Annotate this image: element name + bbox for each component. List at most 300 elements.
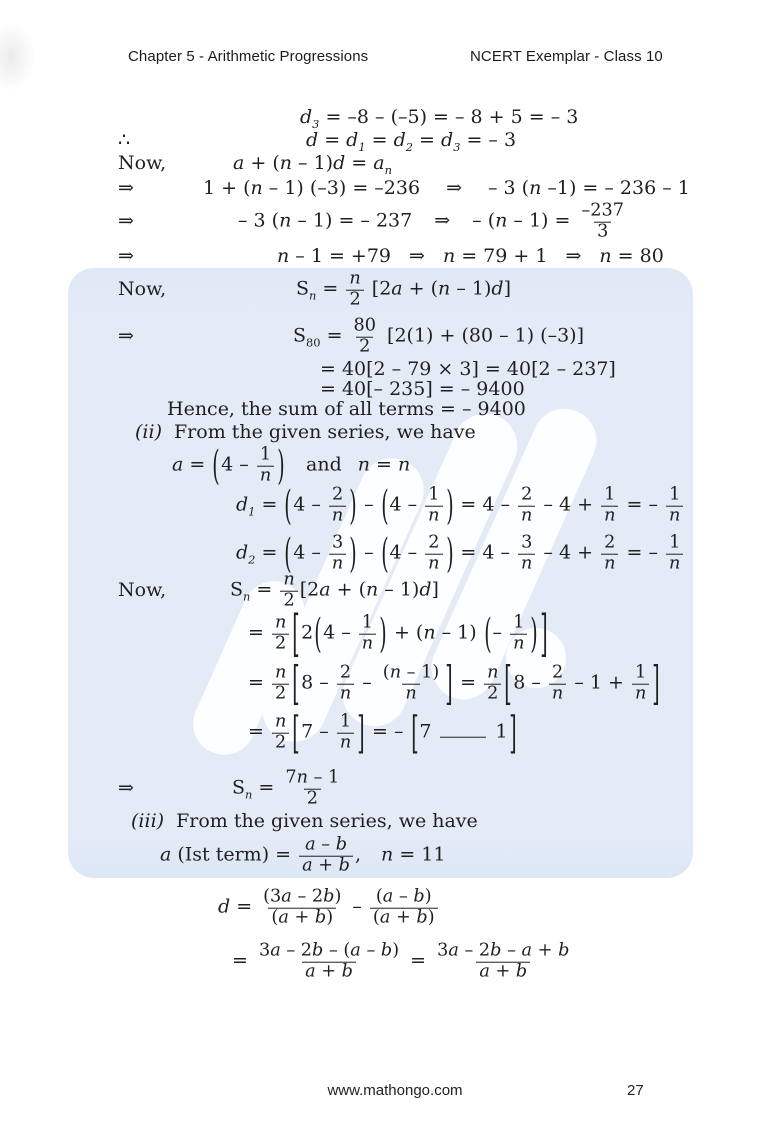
denominator — [272, 634, 289, 655]
math-var: a — [391, 278, 403, 301]
subscript: n — [245, 787, 253, 802]
math-text: = – 3 — [460, 129, 517, 152]
math-text: = 4 – — [454, 494, 517, 517]
denominator — [594, 222, 611, 243]
math-var: n — [669, 505, 681, 526]
math-subscripted-symbol: $a_n$ — [373, 152, 392, 177]
stretched-bracket: ( — [284, 529, 293, 577]
numerator — [518, 486, 535, 506]
fraction — [282, 769, 342, 810]
math-var: n — [604, 553, 616, 574]
math-text: 1 — [635, 662, 647, 683]
math-subscripted-symbol: $d_2$ — [393, 129, 414, 154]
denominator — [476, 962, 530, 983]
math-text: ( — [372, 907, 380, 928]
math-subscripted-symbol: $d_2$ — [236, 542, 256, 567]
math-line — [135, 422, 476, 444]
math-text: 3 — [521, 532, 533, 553]
stretched-bracket: ) — [349, 481, 357, 529]
fraction — [549, 664, 566, 705]
numerator — [578, 202, 627, 222]
math-text: 2 — [604, 532, 616, 553]
math-var: b — [312, 940, 324, 961]
denominator — [272, 733, 289, 754]
fraction — [425, 534, 442, 575]
math-text: 1 — [339, 711, 352, 732]
math-line — [236, 529, 685, 577]
math-subscripted-symbol: $d_3$ — [441, 129, 461, 154]
math-text: = — [252, 777, 281, 800]
stretched-bracket: ) — [277, 441, 285, 489]
math-line — [248, 705, 517, 759]
subscript: n — [243, 589, 251, 604]
math-var: n — [521, 505, 533, 526]
header-chapter-title: Chapter 5 - Arithmetic Progressions — [128, 48, 369, 65]
math-text: 3 — [331, 532, 344, 553]
math-text: 2 — [349, 289, 361, 310]
math-text: = – — [620, 494, 664, 517]
math-text: – — [315, 834, 336, 855]
fraction — [518, 486, 535, 527]
math-text: + ( — [402, 278, 439, 301]
fraction — [346, 270, 363, 311]
math-line — [218, 888, 440, 929]
fraction — [666, 486, 683, 527]
fraction — [257, 446, 274, 487]
numerator — [425, 486, 442, 506]
math-text: 80 — [353, 315, 376, 336]
line-label: ⇒ — [118, 325, 134, 348]
stretched-bracket: ] — [508, 705, 517, 759]
math-line — [172, 441, 411, 489]
math-text: = — [255, 494, 284, 517]
math-var: n — [296, 767, 308, 788]
math-text: – — [358, 494, 380, 517]
math-var: n — [283, 569, 295, 590]
math-var: n — [366, 579, 379, 602]
fraction — [337, 713, 354, 754]
math-var: b — [413, 886, 425, 907]
math-var: n — [397, 454, 411, 477]
numerator — [280, 571, 297, 591]
fraction — [299, 836, 353, 877]
numerator — [337, 664, 354, 684]
math-text: 2 — [301, 622, 314, 645]
subscript: 3 — [312, 116, 320, 131]
subscript: 2 — [405, 139, 414, 154]
math-var: d — [491, 278, 504, 301]
numerator — [632, 664, 649, 684]
math-text: + ( — [330, 579, 367, 602]
fraction — [434, 942, 572, 983]
math-line — [300, 107, 578, 129]
math-text: – — [393, 886, 414, 907]
spacer — [420, 189, 446, 190]
math-var: d — [218, 896, 231, 919]
numerator — [666, 486, 683, 506]
math-text: + ( — [387, 622, 424, 645]
spacer — [581, 257, 599, 258]
math-var: b — [380, 940, 393, 961]
line-label: ⇒ — [118, 245, 134, 268]
math-text: = 80 — [611, 245, 664, 268]
math-text: 2 — [275, 732, 287, 753]
fraction — [359, 614, 376, 655]
math-var: n — [487, 662, 499, 683]
denominator — [272, 684, 289, 705]
math-text: – 1 + — [568, 672, 630, 695]
line-label: ⇒ — [118, 210, 134, 233]
math-text: From the given series, we have — [176, 810, 478, 833]
numerator — [272, 713, 289, 733]
math-text: 1 — [428, 484, 440, 505]
denominator — [359, 634, 376, 655]
fraction — [484, 664, 501, 705]
denominator — [518, 554, 535, 575]
math-text: + — [390, 907, 417, 928]
numerator — [346, 270, 363, 290]
stretched-bracket: [ — [292, 655, 300, 711]
math-text: Hence, the sum of all terms = – 9400 — [167, 398, 526, 421]
math-text: 2 — [359, 336, 371, 357]
math-text: – 2 — [280, 940, 313, 961]
footer-site-url: www.mathongo.com — [327, 1082, 463, 1099]
math-var: n — [495, 210, 508, 233]
header-book-title: NCERT Exemplar - Class 10 — [470, 48, 663, 65]
math-text: + — [489, 961, 516, 982]
stretched-bracket: ] — [445, 655, 453, 711]
math-text: , — [354, 844, 362, 867]
fraction — [272, 713, 289, 754]
math-var: n — [521, 553, 533, 574]
spacer — [164, 822, 176, 823]
stretched-bracket: ) — [379, 609, 387, 657]
stretched-bracket: ( — [380, 529, 389, 577]
math-var: b — [323, 886, 335, 907]
math-text: ( — [271, 907, 279, 928]
fraction — [351, 317, 379, 358]
math-var: n — [669, 553, 681, 574]
math-var: d — [333, 152, 346, 175]
math-text: – 3 ( — [487, 177, 530, 200]
math-line — [248, 655, 661, 711]
math-text: – 1 — [307, 767, 340, 788]
math-text: 8 – — [513, 672, 547, 695]
denominator — [302, 962, 356, 983]
numerator — [601, 534, 618, 554]
stretched-bracket: ] — [652, 655, 660, 711]
denominator — [666, 554, 683, 575]
math-text: 2 — [428, 532, 440, 553]
denominator — [337, 684, 354, 705]
denominator — [329, 506, 346, 527]
subscript: 3 — [453, 139, 461, 154]
stretched-bracket: [ — [292, 602, 300, 663]
fraction — [256, 942, 402, 983]
math-var: a — [521, 940, 533, 961]
math-text: – 1) = — [507, 210, 577, 233]
math-text: 1 — [513, 612, 525, 633]
subscript: n — [384, 162, 392, 177]
spacer — [547, 257, 565, 258]
math-var: n — [428, 505, 440, 526]
line-label: Now, — [118, 579, 167, 602]
numerator — [302, 836, 350, 856]
math-text: 1 — [259, 444, 272, 465]
spacer — [412, 222, 434, 223]
math-text: ] — [431, 579, 439, 602]
denominator — [337, 733, 354, 754]
math-line — [131, 811, 478, 833]
math-var: n — [279, 210, 292, 233]
fraction — [272, 614, 289, 655]
math-text: 2 — [331, 484, 344, 505]
subscript: 1 — [248, 504, 256, 519]
math-line — [296, 270, 511, 311]
math-text: – 2 — [458, 940, 491, 961]
math-text: [2(1) + (80 – 1) (–3)] — [381, 325, 584, 348]
math-text: From the given series, we have — [173, 421, 476, 444]
denominator — [299, 856, 353, 877]
math-var: a — [319, 579, 331, 602]
fraction — [510, 614, 527, 655]
spacer — [342, 466, 358, 467]
math-text: = — [248, 622, 270, 645]
line-label: ⇒ — [118, 177, 134, 200]
math-text: + ( — [244, 152, 280, 175]
math-var: a — [302, 855, 313, 876]
math-var: a — [448, 940, 459, 961]
math-subscripted-symbol: $d_1$ — [346, 129, 366, 154]
math-text: = — [248, 672, 270, 695]
numerator — [380, 664, 442, 684]
math-text: [2 — [365, 278, 392, 301]
denominator — [425, 506, 442, 527]
math-text: ) — [424, 886, 432, 907]
math-var: n — [513, 633, 525, 654]
math-text: = — [413, 129, 442, 152]
numerator — [256, 942, 402, 962]
math-line — [236, 481, 685, 529]
math-var: n — [381, 844, 394, 867]
stretched-bracket: ( — [314, 609, 322, 657]
stretched-bracket: [ — [504, 655, 513, 711]
math-text: = — [345, 152, 374, 175]
math-text: = – — [366, 721, 410, 744]
math-text: ⇒ — [434, 210, 451, 233]
spacer — [286, 466, 306, 467]
stretched-bracket: ( — [483, 609, 492, 657]
math-text: ) — [334, 886, 342, 907]
math-text: + — [532, 940, 559, 961]
math-text: ] — [503, 278, 511, 301]
math-var: n — [438, 278, 451, 301]
subscript: 80 — [306, 335, 321, 350]
math-text: (3 — [263, 886, 282, 907]
math-var: a — [278, 907, 289, 928]
math-text: ) — [392, 940, 400, 961]
numerator — [518, 534, 535, 554]
math-text: ⇒ — [446, 177, 462, 200]
spacer — [162, 433, 174, 434]
math-line — [277, 246, 664, 268]
math-var: n — [274, 711, 287, 732]
stretched-bracket: ( — [212, 441, 220, 489]
math-var: b — [341, 961, 353, 982]
math-text: = 40[2 – 79 × 3] = 40[2 – 237] — [320, 358, 616, 381]
math-var: n — [361, 633, 374, 654]
math-text: – 1) — [401, 662, 440, 683]
math-text: 2 — [487, 683, 499, 704]
fraction-bar-fragment — [440, 737, 486, 738]
math-text: = — [320, 325, 349, 348]
math-text: ) — [427, 907, 435, 928]
fraction — [666, 534, 683, 575]
math-text: 4 – — [293, 494, 327, 517]
math-var: n — [274, 612, 287, 633]
stretched-bracket: ] — [540, 602, 548, 663]
fraction — [329, 534, 346, 575]
math-text: = –8 – (–5) = – 8 + 5 = – 3 — [319, 106, 579, 129]
math-text: 2 — [275, 683, 287, 704]
numerator — [510, 614, 527, 634]
math-var: a — [305, 834, 316, 855]
math-text: = 4 – — [454, 542, 517, 565]
numerator — [484, 664, 501, 684]
math-var: n — [389, 662, 402, 683]
math-text: + — [312, 855, 339, 876]
math-subscripted-symbol: $S_n$ — [230, 579, 251, 604]
math-var: a — [379, 907, 391, 928]
denominator — [601, 554, 618, 575]
math-var: a — [305, 961, 316, 982]
fraction — [601, 534, 618, 575]
math-text: = — [369, 454, 398, 477]
fraction — [632, 664, 649, 705]
math-text: – — [356, 672, 378, 695]
math-text: + — [315, 961, 342, 982]
numerator — [337, 713, 354, 733]
math-var: n — [551, 683, 564, 704]
math-text: 7 – — [301, 721, 335, 744]
math-text: 1 — [604, 484, 616, 505]
math-var: b — [338, 855, 350, 876]
math-line — [293, 317, 584, 358]
math-var: b — [314, 907, 327, 928]
math-text: = 40[– 235] = – 9400 — [320, 378, 525, 401]
math-text: – 1) — [292, 152, 334, 175]
math-text: – — [492, 622, 509, 645]
spacer — [462, 189, 488, 190]
line-label: ⇒ — [118, 777, 134, 800]
math-var: b — [416, 907, 428, 928]
math-var: a — [281, 886, 292, 907]
spacer — [361, 856, 381, 857]
math-subscripted-symbol: $S_n$ — [296, 278, 317, 303]
math-text: – 1) — [450, 278, 492, 301]
math-text: = 79 + 1 — [455, 245, 548, 268]
math-text: = – — [620, 542, 664, 565]
math-var: n — [599, 245, 612, 268]
math-text: 3 — [258, 940, 271, 961]
math-text: 3 — [437, 940, 449, 961]
math-var: b — [490, 940, 502, 961]
line-label: Now, — [118, 278, 167, 301]
math-text: and — [306, 454, 342, 477]
math-line — [238, 202, 629, 243]
numerator — [601, 486, 618, 506]
math-var: b — [558, 940, 570, 961]
numerator — [260, 888, 344, 908]
math-var: d — [419, 579, 432, 602]
denominator — [632, 684, 649, 705]
numerator — [329, 534, 346, 554]
fraction — [337, 664, 354, 705]
math-text: 7 — [285, 767, 297, 788]
stretched-bracket: ] — [357, 705, 365, 759]
math-text: – — [346, 896, 368, 919]
math-text: 7 — [419, 721, 432, 744]
math-text: – 1) = – 237 — [291, 210, 413, 233]
denominator — [510, 634, 527, 655]
math-text: 1 + ( — [203, 177, 251, 200]
math-text: – — [501, 940, 522, 961]
math-subscripted-symbol: $S_{80}$ — [293, 325, 321, 350]
math-line — [203, 178, 690, 200]
math-var: n — [279, 152, 292, 175]
math-text: – 1) — [378, 579, 420, 602]
fraction — [272, 664, 289, 705]
math-subscripted-symbol: $d_1$ — [236, 494, 256, 519]
denominator — [268, 908, 336, 929]
math-var: a — [382, 886, 394, 907]
math-var: n — [250, 177, 263, 200]
fraction — [380, 664, 442, 705]
math-text: 4 – — [389, 494, 424, 517]
math-text: 2 — [551, 662, 564, 683]
math-var: n — [423, 622, 436, 645]
math-text: – 4 + — [537, 542, 600, 565]
fraction — [518, 534, 535, 575]
subscript: n — [309, 288, 317, 303]
math-var: n — [442, 245, 456, 268]
math-text: – 4 + — [537, 494, 600, 517]
stretched-bracket: ) — [349, 529, 357, 577]
math-text: – 1) (–3) = –236 — [262, 177, 421, 200]
math-text: 2 — [339, 662, 352, 683]
denominator — [304, 789, 321, 810]
math-text: – 2 — [291, 886, 324, 907]
math-text: – 1) — [435, 622, 483, 645]
math-var: n — [277, 245, 290, 268]
math-var: a — [350, 940, 361, 961]
math-text: 4 – — [221, 454, 255, 477]
stretched-bracket: ) — [445, 529, 454, 577]
math-var: n — [357, 454, 370, 477]
math-var: b — [335, 834, 347, 855]
math-var: a — [233, 152, 245, 175]
math-text: – 1 = +79 — [289, 245, 392, 268]
denominator — [484, 684, 501, 705]
math-var: a — [160, 844, 172, 867]
numerator — [282, 769, 342, 789]
math-line — [248, 602, 549, 663]
denominator — [402, 684, 419, 705]
math-text: 4 – — [293, 542, 327, 565]
math-text: = — [454, 672, 483, 695]
stretched-bracket: ( — [284, 481, 293, 529]
numerator — [351, 317, 379, 337]
